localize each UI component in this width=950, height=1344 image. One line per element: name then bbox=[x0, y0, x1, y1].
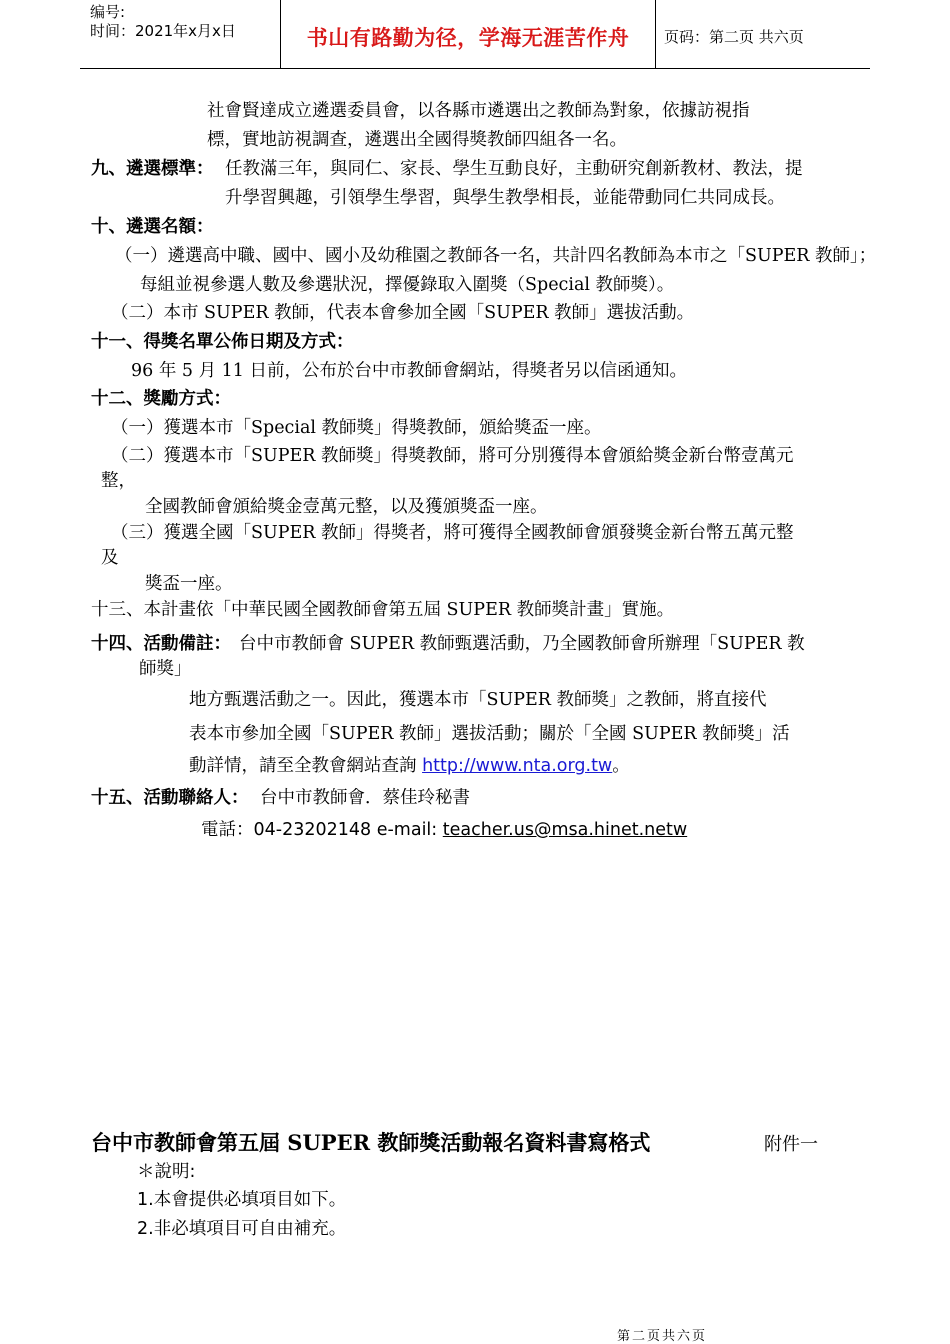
section-9-heading: 九、遴選標準： bbox=[91, 159, 214, 179]
section-11-text: 96 年 5 月 11 日前，公布於台中市教師會網站，得獎者另以信函通知。 bbox=[131, 361, 687, 381]
header-page-cell bbox=[655, 0, 870, 68]
section-12-item-3-cont: 獎盃一座。 bbox=[145, 574, 233, 594]
section-10-item-1: （一）遴選高中職、國中、國小及幼稚園之教師各一名，共計四名教師為本市之「SUPER 教師」； bbox=[115, 246, 877, 266]
page-footer: 第二页共六页 bbox=[617, 1329, 708, 1344]
attachment-tag: 附件一 bbox=[764, 1134, 818, 1155]
nta-website-link[interactable]: http://www.nta.org.tw bbox=[422, 756, 613, 776]
section-12-heading: 十二、獎勵方式： bbox=[91, 389, 231, 409]
section-15-heading: 十五、活動聯絡人： bbox=[91, 788, 249, 808]
section-13: 十三、本計畫依「中華民國全國教師會第五屆 SUPER 教師獎計畫」實施。 bbox=[91, 600, 675, 620]
time-label: 时间：2021年x月x日 bbox=[90, 22, 236, 40]
attachment-note-1: 1.本會提供必填項目如下。 bbox=[137, 1190, 347, 1210]
section-12-item-2: （二）獲選本市「SUPER 教師獎」得獎教師，將可分別獲得本會頒給獎金新台幣壹萬元 bbox=[111, 446, 794, 466]
section-14-text-wrap: 師獎」 bbox=[139, 659, 192, 679]
section-12-item-3: （三）獲選全國「SUPER 教師」得獎者，將可獲得全國教師會頒發獎金新台幣五萬元整 bbox=[111, 523, 794, 543]
section-14-text: 表本市參加全國「SUPER 教師」選拔活動；關於「全國 SUPER 教師獎」活 bbox=[189, 724, 790, 744]
section-12-item-2-wrap: 整， bbox=[101, 471, 136, 491]
body-line: 社會賢達成立遴選委員會，以各縣市遴選出之教師為對象，依據訪視指 bbox=[207, 101, 750, 121]
email-link[interactable]: teacher.us@msa.hinet.netw bbox=[442, 820, 688, 840]
attachment-note-label: ＊說明: bbox=[137, 1162, 196, 1182]
section-15-contact: 台中市教師會．蔡佳玲秘書 bbox=[260, 788, 470, 808]
header-motto-cell bbox=[280, 0, 656, 68]
section-14-text bbox=[189, 755, 630, 777]
section-14-heading: 十四、活動備註： bbox=[91, 634, 231, 654]
section-12-item-1: （一）獲選本市「Special 教師獎」得獎教師，頒給獎盃一座。 bbox=[111, 418, 602, 438]
section-10-item-1-cont: 每組並視參選人數及參選狀況，擇優錄取入圍獎（Special 教師獎）。 bbox=[140, 275, 675, 295]
section-10-item-2: （二）本市 SUPER 教師，代表本會參加全國「SUPER 教師」選拔活動。 bbox=[111, 303, 695, 323]
section-9-text: 任教滿三年，與同仁、家長、學生互動良好，主動研究創新教材、教法，提 bbox=[225, 159, 803, 179]
section-12-item-3-wrap: 及 bbox=[101, 548, 119, 568]
page-header bbox=[80, 0, 870, 69]
header-meta bbox=[80, 0, 280, 68]
section-14-text-suffix: 。 bbox=[612, 756, 630, 776]
number-label: 编号: bbox=[90, 3, 126, 21]
section-11-heading: 十一、得獎名單公佈日期及方式： bbox=[91, 332, 354, 352]
section-14-text-prefix: 動詳情，請至全教會網站查詢 bbox=[189, 756, 423, 776]
section-12-item-2-cont: 全國教師會頒給獎金壹萬元整，以及獲頒獎盃一座。 bbox=[145, 497, 548, 517]
attachment-title: 台中市教師會第五屆 SUPER 教師獎活動報名資料書寫格式 bbox=[91, 1130, 651, 1155]
section-15-phone-email bbox=[201, 819, 687, 841]
body-line: 標，實地訪視調查，遴選出全國得獎教師四組各一名。 bbox=[207, 130, 627, 150]
section-14-text: 地方甄選活動之一。因此，獲選本市「SUPER 教師獎」之教師，將直接代 bbox=[189, 690, 767, 710]
section-9-text: 升學習興趣，引領學生學習，與學生教學相長，並能帶動同仁共同成長。 bbox=[225, 188, 785, 208]
section-14-text: 台中市教師會 SUPER 教師甄選活動，乃全國教師會所辦理「SUPER 教 bbox=[239, 634, 805, 654]
header-motto: 书山有路勤为径，学海无涯苦作舟 bbox=[306, 26, 630, 50]
section-10-heading: 十、遴選名額： bbox=[91, 217, 214, 237]
header-page-info: 页码：第二页 共六页 bbox=[664, 28, 804, 46]
attachment-note-2: 2.非必填項目可自由補充。 bbox=[137, 1219, 347, 1239]
phone-label: 電話：04-23202148 e-mail: bbox=[201, 820, 443, 840]
